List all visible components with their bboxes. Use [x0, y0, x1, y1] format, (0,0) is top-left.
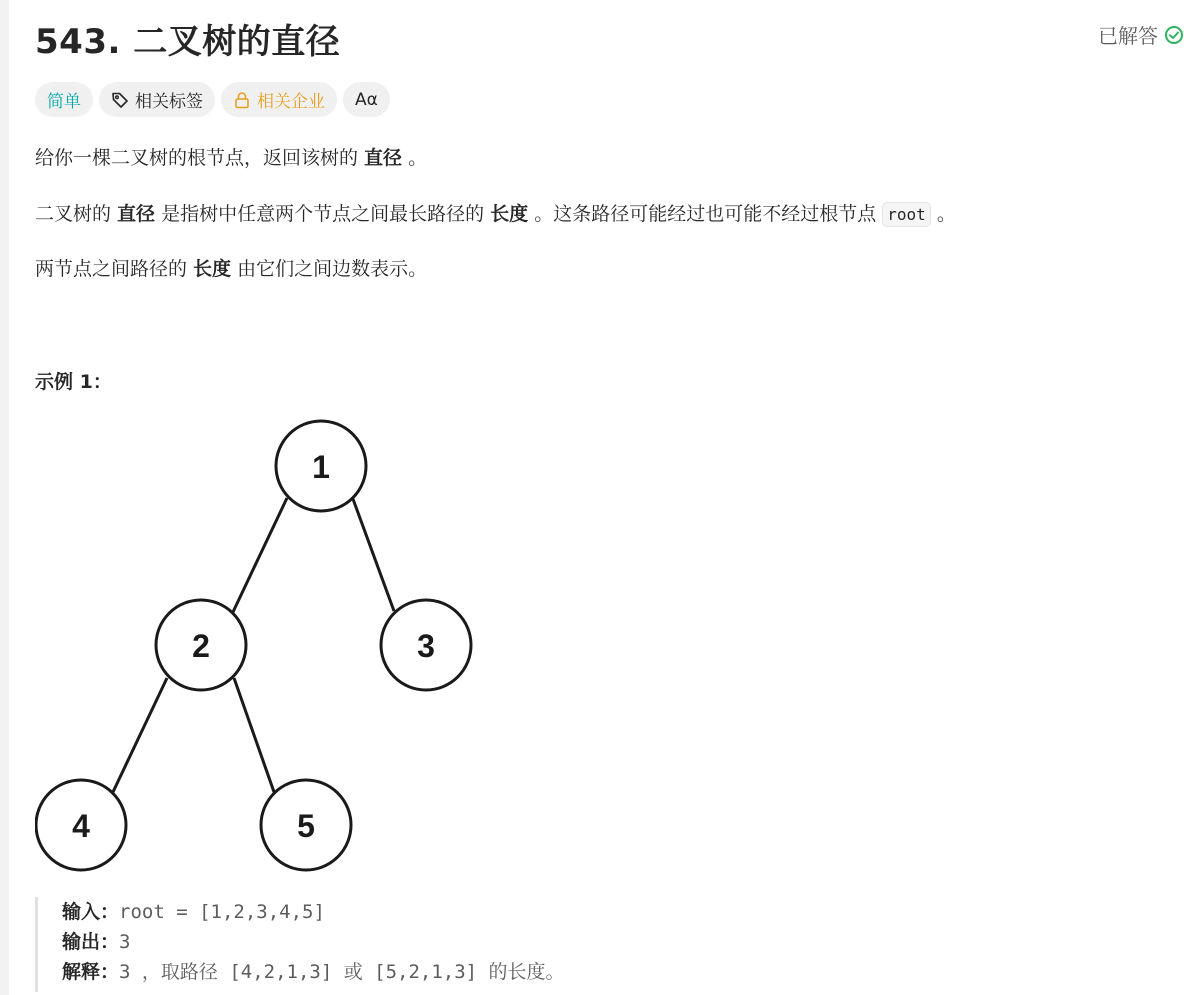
- example-title: 示例 1：: [35, 371, 112, 393]
- bold-term: 长度: [193, 258, 232, 280]
- bold-term: 长度: [490, 203, 529, 225]
- description-paragraph-1: [35, 144, 427, 172]
- input-value: root = [1,2,3,4,5]: [119, 901, 325, 923]
- tree-node-1-label: 1: [312, 449, 330, 485]
- tree-node-3-label: 3: [417, 628, 435, 664]
- text-span: 两节点之间路径的: [35, 258, 194, 280]
- description-paragraph-2: [35, 200, 956, 229]
- text-span: 。这条路径可能经过也可能不经过根节点: [528, 203, 883, 225]
- text-span: 是指树中任意两个节点之间最长路径的: [155, 203, 491, 225]
- companies-tag-button[interactable]: [221, 82, 337, 117]
- text-span: 二叉树的: [35, 203, 118, 225]
- solved-label: 已解答: [1098, 24, 1158, 48]
- text-span: 给你一棵二叉树的根节点，返回该树的: [35, 147, 365, 169]
- lock-icon: [233, 91, 251, 109]
- edge-2-5: [234, 678, 274, 792]
- input-label: 输入：: [62, 901, 120, 923]
- bold-term: 直径: [117, 203, 156, 225]
- output-value: 3: [119, 931, 131, 953]
- text-span: 由它们之间边数表示。: [231, 258, 428, 280]
- tree-node-4-label: 4: [72, 808, 90, 844]
- example-output-line: [62, 927, 735, 957]
- translate-button[interactable]: [343, 82, 390, 117]
- description-paragraph-3: [35, 255, 427, 283]
- edge-2-4: [113, 678, 167, 792]
- topics-tag-label: 相关标签: [135, 92, 203, 112]
- output-label: 输出：: [62, 931, 120, 953]
- example-explanation-line: [62, 957, 735, 987]
- solved-status: [1098, 20, 1184, 49]
- explanation-value: 3 ，取路径 [4,2,1,3] 或 [5,2,1,3] 的长度。: [119, 961, 565, 983]
- explanation-label: 解释：: [62, 961, 120, 983]
- tag-bar: [35, 82, 390, 117]
- translate-icon: Aα: [355, 89, 378, 110]
- example-input-line: [62, 897, 735, 927]
- example-io-block: [35, 897, 735, 992]
- bold-term: 直径: [364, 147, 403, 169]
- edge-1-2: [233, 498, 287, 612]
- edge-1-3: [353, 499, 394, 611]
- problem-title: 543. 二叉树的直径: [35, 22, 341, 62]
- check-circle-icon: [1164, 25, 1184, 45]
- difficulty-label: 简单: [47, 92, 81, 112]
- topics-tag-button[interactable]: [99, 82, 215, 117]
- problem-description: [35, 0, 1184, 995]
- tag-icon: [111, 91, 129, 109]
- binary-tree-diagram: [35, 418, 475, 875]
- text-span: 。: [402, 147, 428, 169]
- text-span: 。: [930, 203, 956, 225]
- tree-node-2-label: 2: [192, 628, 210, 664]
- difficulty-badge[interactable]: [35, 82, 93, 117]
- tree-node-5-label: 5: [297, 808, 315, 844]
- left-panel-divider: [0, 0, 9, 995]
- inline-code: root: [882, 202, 931, 227]
- companies-tag-label: 相关企业: [257, 92, 325, 112]
